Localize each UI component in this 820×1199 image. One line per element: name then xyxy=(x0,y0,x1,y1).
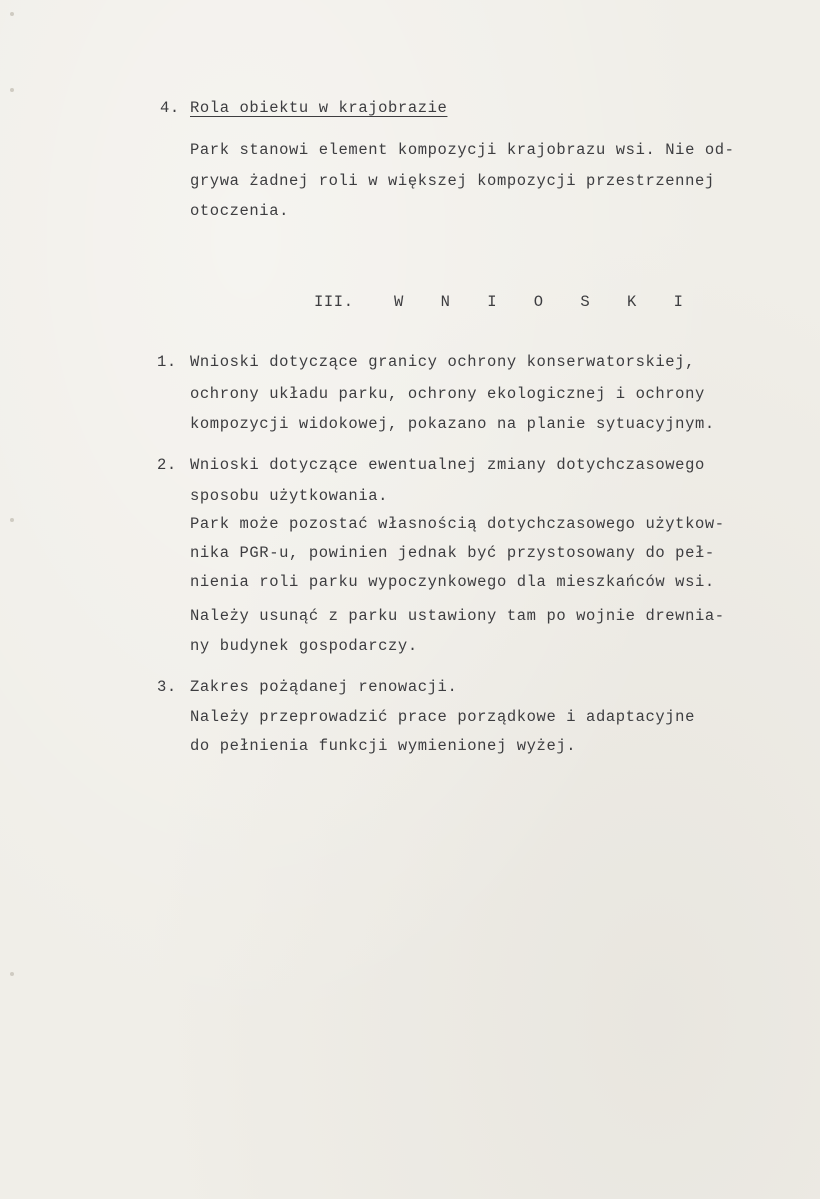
item-3-text-line: Zakres pożądanej renowacji. xyxy=(190,678,458,696)
section-4-number: 4. xyxy=(160,99,180,117)
item-2-number: 2. xyxy=(157,456,177,474)
item-1-text-line: ochrony układu parku, ochrony ekologicznej i ochrony xyxy=(190,385,705,403)
section-4-text-line: Park stanowi element kompozycji krajobrazu wsi. Nie od- xyxy=(190,141,735,159)
item-2-text-line: nika PGR-u, powinien jednak być przystosowany do peł- xyxy=(190,544,715,562)
item-2-text-line: Należy usunąć z parku ustawiony tam po wojnie drewnia- xyxy=(190,607,725,625)
item-2-text-line: Wnioski dotyczące ewentualnej zmiany dotychczasowego xyxy=(190,456,705,474)
section-4-text-line: grywa żadnej roli w większej kompozycji przestrzennej xyxy=(190,172,715,190)
item-1-text-line: kompozycji widokowej, pokazano na planie sytuacyjnym. xyxy=(190,415,715,433)
item-2-text-line: sposobu użytkowania. xyxy=(190,487,389,505)
section-4-heading: Rola obiektu w krajobrazie xyxy=(190,99,448,117)
item-3-text-line: do pełnienia funkcji wymienionej wyżej. xyxy=(190,737,577,755)
section-iii-title: W N I O S K I xyxy=(394,293,697,311)
item-3-text-line: Należy przeprowadzić prace porządkowe i adaptacyjne xyxy=(190,708,695,726)
punch-hole-mark xyxy=(10,972,14,976)
section-4-text-line: otoczenia. xyxy=(190,202,290,220)
section-iii-numeral: III. xyxy=(314,293,354,311)
item-1-text-line: Wnioski dotyczące granicy ochrony konserwatorskiej, xyxy=(190,353,695,371)
item-2-text-line: ny budynek gospodarczy. xyxy=(190,637,418,655)
punch-hole-mark xyxy=(10,88,14,92)
punch-hole-mark xyxy=(10,12,14,16)
punch-hole-mark xyxy=(10,518,14,522)
item-2-text-line: nienia roli parku wypoczynkowego dla mieszkańców wsi. xyxy=(190,573,715,591)
item-2-text-line: Park może pozostać własnością dotychczasowego użytkow- xyxy=(190,515,725,533)
item-3-number: 3. xyxy=(157,678,177,696)
item-1-number: 1. xyxy=(157,353,177,371)
